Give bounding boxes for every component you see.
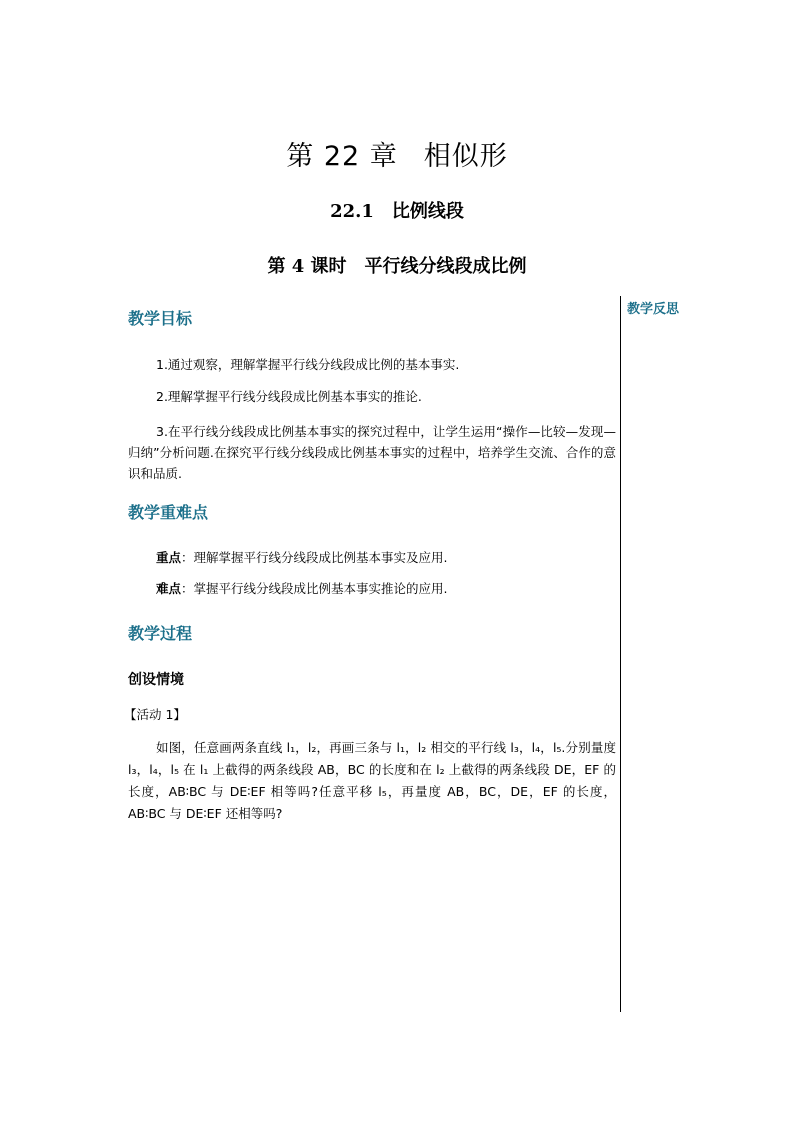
section-name: 比例线段 (391, 201, 464, 222)
key-label: 重点 (156, 550, 182, 565)
difficult-text: ：掌握平行线分线段成比例基本事实推论的应用. (181, 581, 448, 596)
goal-item-1: 1.通过观察，理解掌握平行线分线段成比例的基本事实. (156, 357, 460, 372)
activity-label: 【活动 1】 (124, 707, 186, 722)
lesson-number: 第 4 课时 (267, 256, 347, 277)
section-number: 22.1 (330, 201, 374, 222)
difficult-point (156, 579, 448, 597)
chapter-title (0, 134, 794, 173)
lesson-title (0, 252, 794, 278)
reflection-label: 教学反思 (627, 302, 680, 317)
keypoints-heading: 教学重难点 (128, 503, 209, 522)
section-title (0, 197, 794, 223)
difficult-label: 难点 (156, 581, 182, 596)
goal-item-2: 2.理解掌握平行线分线段成比例基本事实的推论. (156, 389, 422, 404)
key-text: ：理解掌握平行线分线段成比例基本事实及应用. (181, 550, 448, 565)
margin-divider (620, 296, 621, 1012)
chapter-number: 第 22 章 (286, 141, 398, 172)
lesson-name: 平行线分线段成比例 (364, 256, 527, 277)
chapter-name: 相似形 (423, 141, 508, 172)
goals-heading: 教学目标 (128, 309, 193, 328)
key-point (156, 548, 448, 566)
goal-item-3: 3.在平行线分线段成比例基本事实的探究过程中，让学生运用“操作—比较—发现—归纳”分析问题.在探究平行线分线段成比例基本事实的过程中，培养学生交流、合作的意识和品质. (128, 424, 616, 481)
process-heading: 教学过程 (128, 624, 193, 643)
activity-text: 如图，任意画两条直线 l₁，l₂，再画三条与 l₁，l₂ 相交的平行线 l₃，l₄，l₅.分别量度 l₃，l₄，l₅ 在 l₁ 上截得的两条线段 AB，BC 的长度和在 l₂ 上截得的两条线段 DE，EF 的长度，AB∶BC 与 DE∶EF 相等吗?任意平移 l₅，再量度 AB，BC，DE，EF 的长度，AB∶BC 与 DE∶EF 还相等吗? (128, 740, 616, 821)
scenario-subheading: 创设情境 (128, 672, 184, 688)
